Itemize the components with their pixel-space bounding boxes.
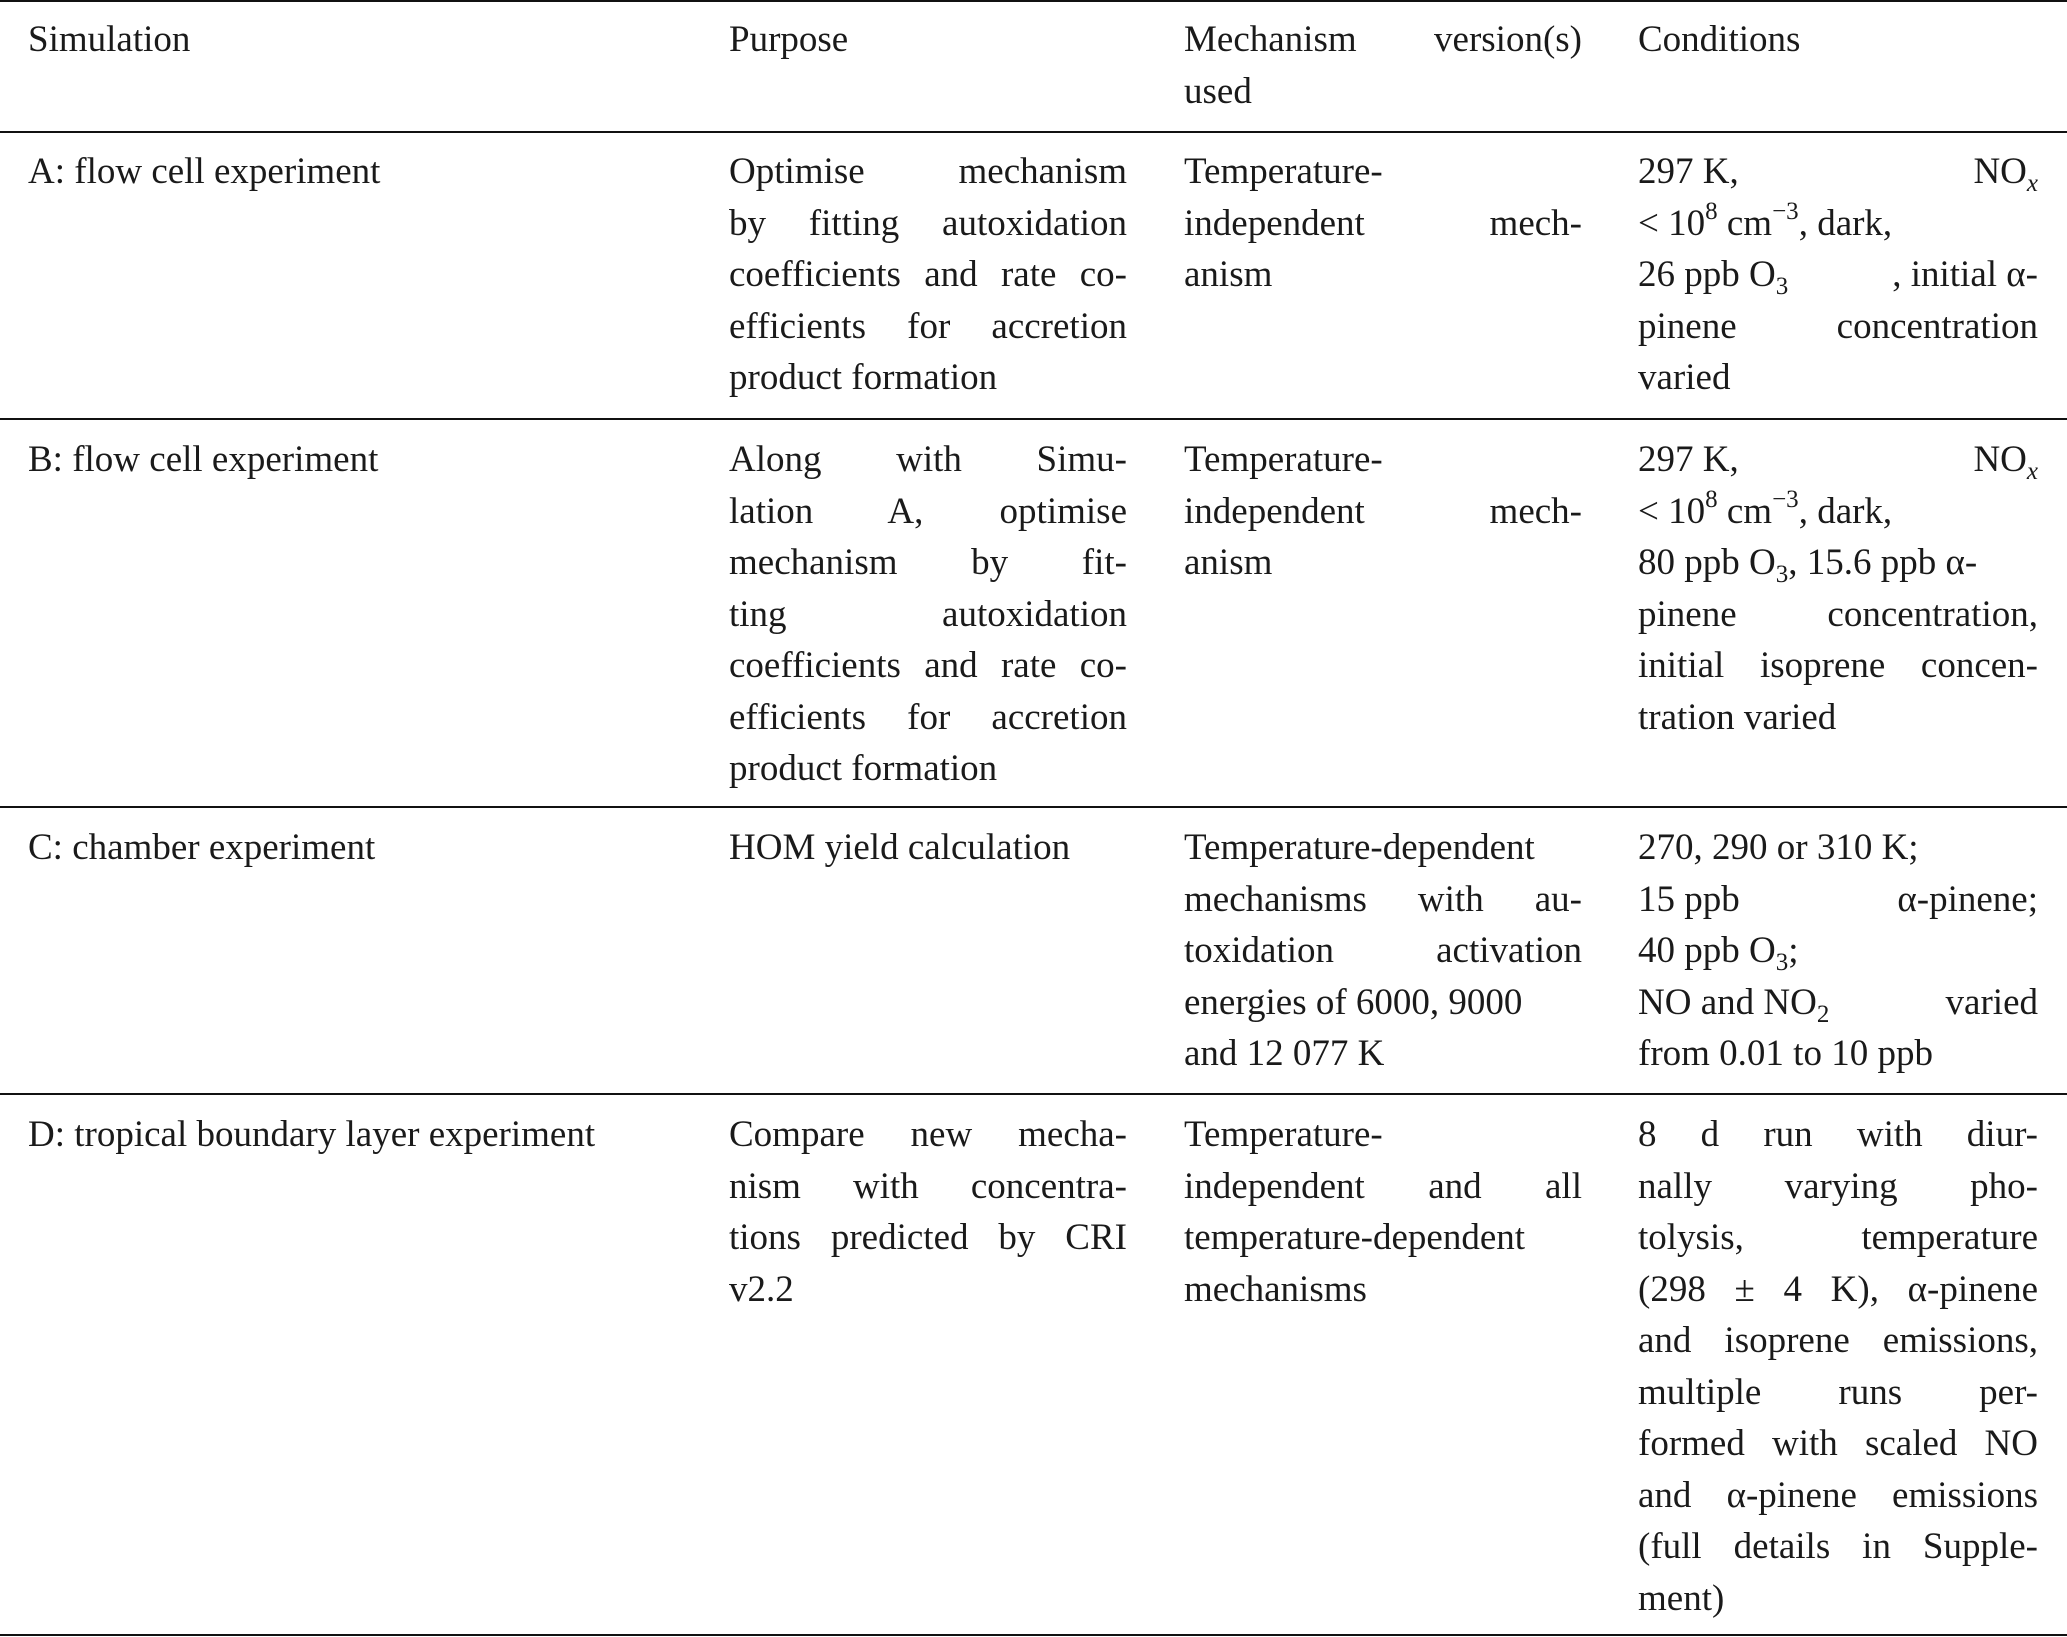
row-c-purpose: HOM yield calculation [729, 827, 1071, 868]
header-mechanism: Mechanism version(s) used [1184, 19, 1582, 112]
row-d-mechanism: Temperature- independent and all temperature-dependent mechanisms [1184, 1114, 1582, 1310]
row-b-simulation: B: flow cell experiment [28, 439, 379, 480]
header-rule [0, 131, 2067, 133]
header-purpose: Purpose [729, 19, 849, 60]
row-d-conditions: 8 d run with diur- nally varying pho- tolysis, temperature (298 ± 4 K), α-pinene and isoprene emissions, multiple runs per- formed with scaled NO and α-pinene emissions (full details in Supple- ment) [1638, 1114, 2038, 1619]
row-c-mechanism: Temperature-dependent mechanisms with au- toxidation activation energies of 6000, 9000 and 12 077 K [1184, 827, 1582, 1074]
row-d-purpose: Compare new mecha- nism with concentra- tions predicted by CRI v2.2 [729, 1114, 1127, 1310]
row-b-mechanism: Temperature- independent mech- anism [1184, 439, 1582, 583]
row-a-conditions: 297 K, $NO_x$ < $10^8$ $cm^{-3}$, dark, 26 ppb $O_3$ , initial α- pinene concentration varied [1638, 151, 2038, 398]
row-a-purpose: Optimise mechanism by fitting autoxidation coefficients and rate co- efficients for accretion product formation [729, 151, 1127, 398]
top-rule [0, 0, 2067, 2]
bottom-rule [0, 1634, 2067, 1636]
header-conditions: Conditions [1638, 19, 1801, 60]
row-rule-a-b [0, 418, 2067, 420]
row-c-simulation: C: chamber experiment [28, 827, 376, 868]
header-simulation: Simulation [28, 19, 191, 60]
row-a-simulation: A: flow cell experiment [28, 151, 381, 192]
row-b-purpose: Along with Simu- lation A, optimise mechanism by fit- ting autoxidation coefficients and rate co- efficients for accretion product formation [729, 439, 1127, 789]
row-c-conditions: 270, 290 or 310 K; 15 ppb α-pinene; 40 ppb $O_3$; NO and $NO_2$ varied from 0.01 to 10 ppb [1638, 827, 2038, 1074]
row-rule-c-d [0, 1093, 2067, 1095]
row-d-simulation: D: tropical boundary layer experiment [28, 1114, 596, 1155]
row-rule-b-c [0, 806, 2067, 808]
row-a-mechanism: Temperature- independent mech- anism [1184, 151, 1582, 295]
row-b-conditions: 297 K, $NO_x$ < $10^8$ $cm^{-3}$, dark, 80 ppb $O_3$, 15.6 ppb α- pinene concentration, initial isoprene concen- tration varied [1638, 439, 2038, 738]
